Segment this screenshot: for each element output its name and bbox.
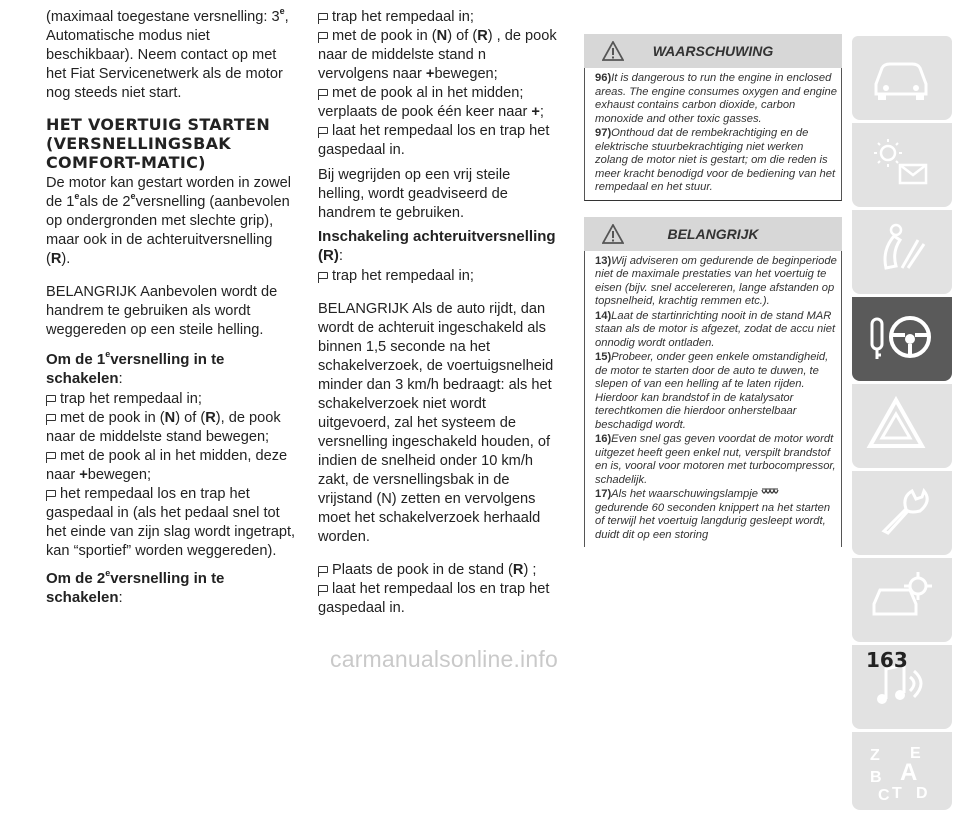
important-item: 15)Probeer, onder geen enkele omstandigheid, de motor te starten door de auto te duwen, te slepen of van een helling af te laten rijden. Hierdoor kan brandstof in de katalysator terechtkomen die hierdoor onherstelbaar beschadigd wordt. bbox=[595, 351, 829, 431]
step-item: Plaats de pook in de stand (R) ; bbox=[318, 561, 558, 580]
subheading-second-gear: Om de 2eversnelling in te schakelen: bbox=[46, 568, 225, 606]
step-arrow-icon bbox=[46, 490, 56, 497]
start-paragraph: De motor kan gestart worden in zowel de 1eals de 2eversnelling (aanbevolen op ondergronden met slechte grip), maar ook in de achteruitversnelling (R). bbox=[46, 175, 291, 267]
subheading-reverse: Inschakeling achteruitversnelling (R): bbox=[318, 228, 556, 264]
chapter-sidebar bbox=[852, 36, 952, 813]
maintenance-car-icon bbox=[866, 566, 936, 630]
key-steering-wheel-icon bbox=[866, 305, 936, 369]
important-item: 17)Als het waarschuwingslampje gedurende 60 seconden knippert na het starten of terwijl het voertuig langdurig gesleept wordt, duidt dit op een storing bbox=[595, 488, 831, 541]
tab-maintenance[interactable] bbox=[852, 471, 952, 555]
warning-body bbox=[584, 68, 842, 201]
watermark: carmanualsonline.info bbox=[330, 646, 558, 672]
warning-item: 96)It is dangerous to run the engine in enclosed areas. The engine consumes oxygen and engine exhaust contains carbon dioxide, carbon monoxide and other toxic gasses. bbox=[595, 72, 837, 125]
step-arrow-icon bbox=[46, 395, 56, 402]
step-arrow-icon bbox=[318, 89, 328, 96]
index-letter: D bbox=[916, 785, 928, 802]
index-letter: E bbox=[910, 745, 921, 762]
index-letters-icon bbox=[866, 740, 942, 804]
car-icon bbox=[866, 44, 936, 108]
tab-warning-lights[interactable] bbox=[852, 123, 952, 207]
index-letter: B bbox=[870, 769, 882, 786]
reverse-note-paragraph: BELANGRIJK Als de auto rijdt, dan wordt de achteruit ingeschakeld als binnen 1,5 seconde na het schakelverzoek, de voertuigsnelheid minder dan 3 km/h bedraagt: als het schakelverzoek niet wordt uitgevoerd, zal het systeem de versnelling ingeschakeld houden, of indien de snelheid onder 10 km/h zakt, de versnellingsbak in de vrijstand (N) zetten en vervolgens moet het schakelverzoek herhaald worden. bbox=[318, 301, 554, 545]
warning-triangle-icon bbox=[602, 224, 624, 244]
column-middle bbox=[318, 8, 558, 618]
warning-item: 97)Onthoud dat de rembekrachtiging en de elektrische stuurbekrachtiging niet werken zolang de motor niet is gestart; om die reden is meer kracht benodigd voor de bediening van het rempedaal en het stuur. bbox=[595, 127, 836, 193]
important-header: BELANGRIJK bbox=[584, 217, 842, 251]
step-item: trap het rempedaal in; bbox=[46, 390, 296, 409]
step-arrow-icon bbox=[318, 32, 328, 39]
column-right bbox=[584, 34, 842, 547]
tab-technical-data[interactable] bbox=[852, 558, 952, 642]
step-item: trap het rempedaal in; bbox=[318, 8, 558, 27]
intro-paragraph: (maximaal toegestane versnelling: 3e, Automatische modus niet beschikbaar). Neem contact op met het Fiat Servicenetwerk als de motor nog steeds niet start. bbox=[46, 6, 289, 101]
step-item: trap het rempedaal in; bbox=[318, 267, 558, 286]
tab-car[interactable] bbox=[852, 36, 952, 120]
step-item: met de pook al in het midden, deze naar +bewegen; bbox=[46, 448, 288, 483]
step-arrow-icon bbox=[318, 13, 328, 20]
column-left bbox=[46, 8, 296, 609]
step-item: met de pook in (N) of (R), de pook naar de middelste stand bewegen; bbox=[46, 410, 281, 445]
page-number: 163 bbox=[866, 648, 908, 672]
important-body bbox=[584, 251, 842, 548]
important-item: 16)Even snel gas geven voordat de motor wordt uitgezet heeft geen enkel nut, verspilt brandstof en is, vooral voor motoren met turbocompressor, schadelijk. bbox=[595, 433, 836, 486]
step-item: met de pook in (N) of (R) , de pook naar de middelste stand n vervolgens naar +bewegen; bbox=[318, 28, 557, 82]
step-arrow-icon bbox=[46, 414, 56, 421]
slope-paragraph: Bij wegrijden op een vrij steile helling, wordt geadviseerd de handrem te gebruiken. bbox=[318, 167, 511, 221]
step-item: laat het rempedaal los en trap het gaspedaal in. bbox=[318, 581, 550, 616]
important-item: 14)Laat de startinrichting nooit in de stand MAR staan als de motor is afgezet, zodat de accu niet onnodig wordt ontladen. bbox=[595, 309, 836, 349]
wrench-icon bbox=[866, 479, 936, 543]
warning-triangle-icon bbox=[602, 41, 624, 61]
index-letter: T bbox=[892, 785, 902, 802]
warning-lights-icon bbox=[866, 131, 936, 195]
step-item: het rempedaal los en trap het gaspedaal in (als het pedaal snel tot het einde van zijn slag wordt ingetrapt, kan “sportief” worden weggereden). bbox=[46, 486, 296, 559]
tab-index[interactable] bbox=[852, 732, 952, 810]
section-heading: HET VOERTUIG STARTEN (VERSNELLINGSBAK COMFORT-MATIC) bbox=[46, 115, 271, 172]
note-paragraph: BELANGRIJK Aanbevolen wordt de handrem te gebruiken als wordt weggereden op een steile helling. bbox=[46, 284, 278, 338]
tab-safety[interactable] bbox=[852, 210, 952, 294]
step-arrow-icon bbox=[318, 127, 328, 134]
airbag-seat-icon bbox=[866, 218, 936, 282]
tab-emergency[interactable] bbox=[852, 384, 952, 468]
step-item: met de pook al in het midden; verplaats de pook één keer naar +; bbox=[318, 85, 544, 120]
important-item: 13)Wij adviseren om gedurende de beginperiode niet de maximale prestaties van het voertuig te eisen (bijv. snel accelereren, lange afstanden op topsnelheid, krachtig remmen etc.). bbox=[595, 254, 837, 307]
step-arrow-icon bbox=[46, 452, 56, 459]
warning-triangle-icon bbox=[866, 392, 936, 456]
index-letter: C bbox=[878, 787, 890, 804]
step-item: laat het rempedaal los en trap het gaspedaal in. bbox=[318, 123, 550, 158]
warning-header: WAARSCHUWING bbox=[584, 34, 842, 68]
index-letter: Z bbox=[870, 747, 880, 764]
subheading-first-gear: Om de 1eversnelling in te schakelen: bbox=[46, 349, 225, 387]
tab-starting-driving[interactable] bbox=[852, 297, 952, 381]
glow-plug-warning-icon bbox=[761, 488, 779, 497]
step-arrow-icon bbox=[318, 566, 328, 573]
step-arrow-icon bbox=[318, 585, 328, 592]
index-letter: A bbox=[900, 759, 918, 786]
step-arrow-icon bbox=[318, 272, 328, 279]
